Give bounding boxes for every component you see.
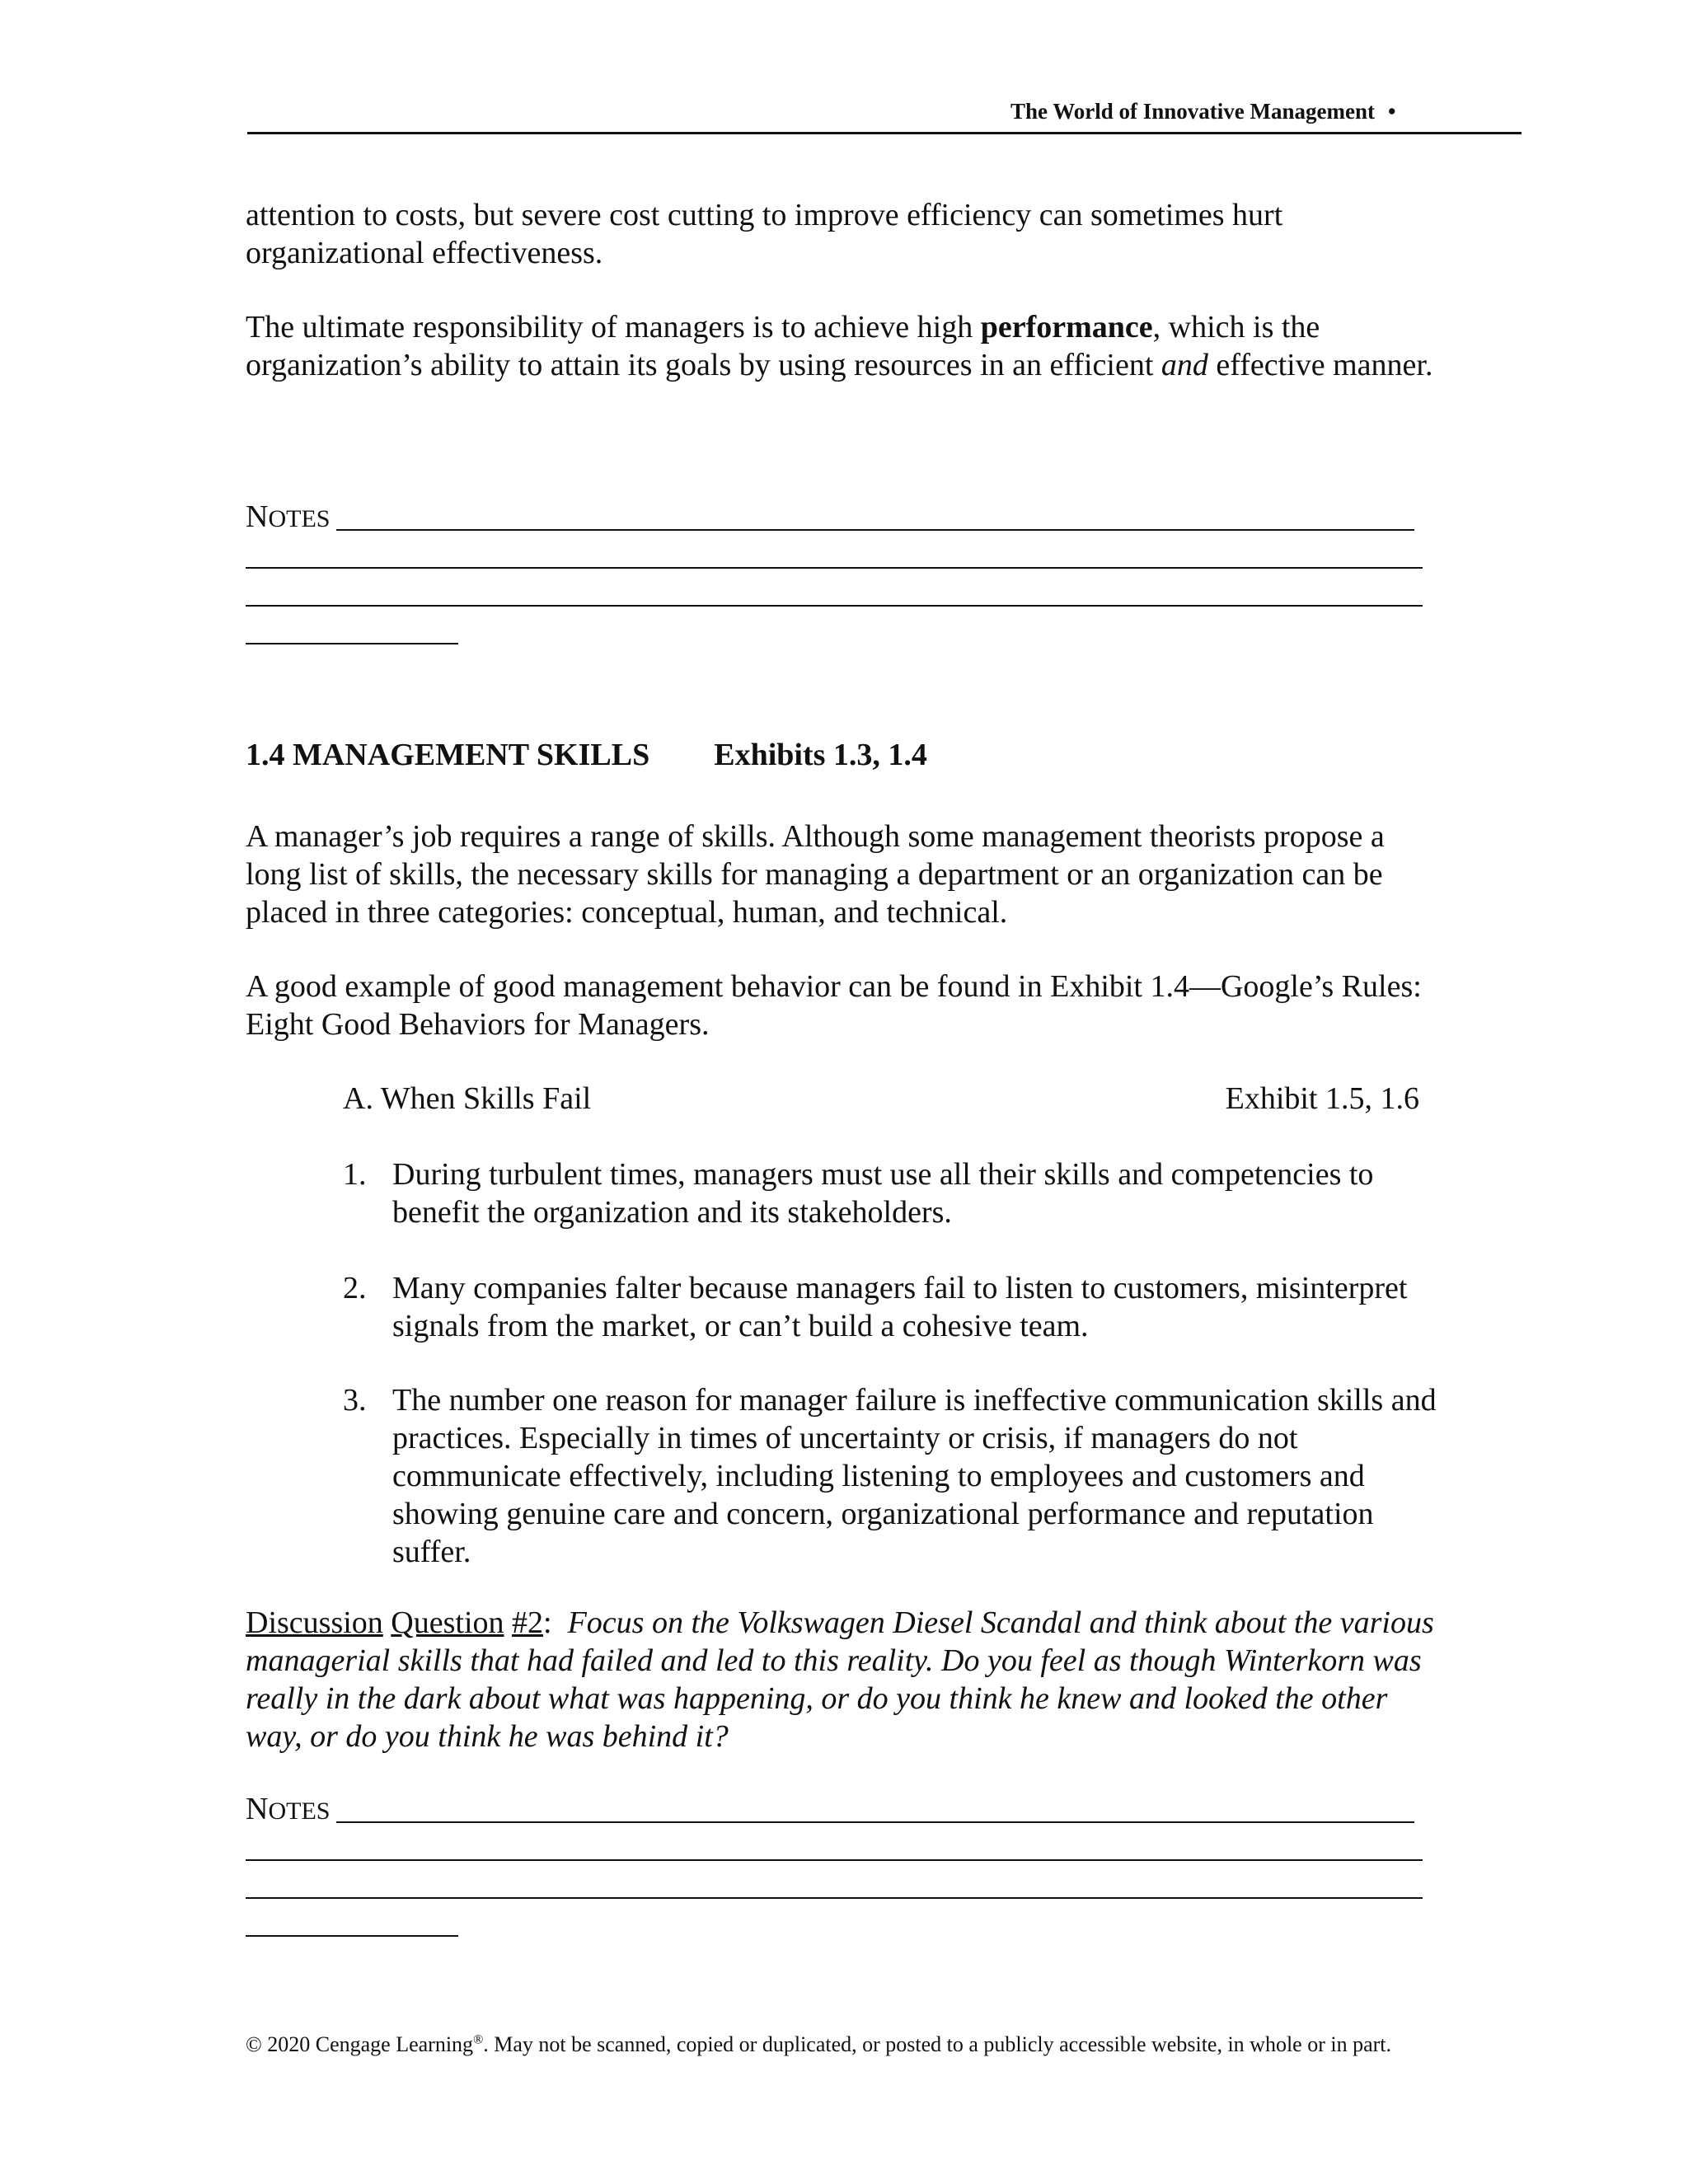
notes-line — [246, 567, 1423, 569]
list-item-text: During turbulent times, managers must use all their skills and competencies to benefit the organization and its stakeholders. — [392, 1157, 1374, 1230]
paragraph-skills: A manager’s job requires a range of skills. Although some management theorists propose a long list of skills, the necessary skills for managing a department or an organization can be placed in three categories: conceptual, human, and technical. — [246, 819, 1385, 930]
notes-line — [246, 643, 458, 644]
discussion-question — [246, 1604, 1441, 1755]
list-item — [343, 1269, 1439, 1345]
notes-block — [246, 1790, 1424, 1830]
notes-label — [246, 1790, 1424, 1830]
notes-line — [336, 529, 1414, 531]
footer-text: . May not be scanned, copied or duplicated, or posted to a publicly accessible website, in whole or in part. — [483, 2032, 1392, 2056]
discussion-label-word: Question — [391, 1605, 504, 1640]
section-exhibits: Exhibits 1.3, 1.4 — [714, 738, 927, 772]
text-run: effective manner. — [1207, 348, 1433, 382]
header-bullet: • — [1388, 99, 1396, 124]
notes-label — [246, 498, 1424, 538]
notes-line — [246, 1935, 458, 1937]
copyright-footer — [246, 2032, 1391, 2057]
text-run: , which is the organization’s ability to attain its goals by using resources in an efficient — [246, 310, 1320, 382]
footer-text: © 2020 Cengage Learning — [246, 2032, 474, 2056]
notes-label-initial: N — [246, 1792, 269, 1826]
notes-label-initial: N — [246, 499, 269, 534]
list-item — [343, 1381, 1439, 1571]
subsection-heading — [343, 1080, 1419, 1118]
notes-line — [246, 605, 1423, 607]
paragraph-cost-cutting: attention to costs, but severe cost cutting to improve efficiency can sometimes hurt organizational effectiveness. — [246, 198, 1283, 270]
list-item-number: 3. — [343, 1383, 367, 1418]
registered-mark: ® — [473, 2032, 484, 2047]
section-heading — [246, 737, 927, 773]
discussion-label-word: Discussion — [246, 1605, 383, 1640]
discussion-number: #2 — [512, 1605, 544, 1640]
list-item-number: 2. — [343, 1271, 367, 1305]
subsection-title: A. When Skills Fail — [343, 1081, 592, 1116]
paragraph-performance — [246, 308, 1441, 384]
notes-label-rest: OTES — [268, 505, 331, 532]
paragraph-google-rules: A good example of good management behavior can be found in Exhibit 1.4—Google’s Rules: Eight Good Behaviors for Managers. — [246, 969, 1422, 1042]
running-header: The World of Innovative Management — [1010, 99, 1375, 124]
discussion-colon: : — [543, 1605, 552, 1640]
bold-term-performance: performance — [980, 310, 1153, 344]
list-item — [343, 1155, 1439, 1231]
list-item-text: Many companies falter because managers fail to listen to customers, misinterpret signals from the market, or can’t build a cohesive team. — [392, 1271, 1408, 1343]
subsection-exhibit: Exhibit 1.5, 1.6 — [1225, 1081, 1419, 1116]
text-run: The ultimate responsibility of managers is to achieve high — [246, 310, 981, 344]
notes-block — [246, 498, 1424, 538]
italic-emphasis: and — [1160, 348, 1208, 382]
notes-line — [246, 1897, 1423, 1899]
header-rule — [247, 132, 1522, 134]
section-title: 1.4 MANAGEMENT SKILLS — [246, 738, 650, 772]
list-item-text: The number one reason for manager failure is ineffective communication skills and practices. Especially in times of uncertainty or crisis, if managers do not communicate effectively, including listening to employees and customers and showing genuine care and concern, organizational performance and reputation suffer. — [392, 1383, 1437, 1569]
list-item-number: 1. — [343, 1157, 367, 1192]
discussion-question-text: Focus on the Volkswagen Diesel Scandal and think about the various managerial skills that had failed and led to this reality. Do you feel as though Winterkorn was really in the dark about what was happening, or do you think he knew and looked the other way, or do you think he was behind it? — [246, 1605, 1434, 1754]
notes-line — [336, 1821, 1414, 1823]
notes-label-rest: OTES — [268, 1797, 331, 1825]
notes-line — [246, 1859, 1423, 1861]
